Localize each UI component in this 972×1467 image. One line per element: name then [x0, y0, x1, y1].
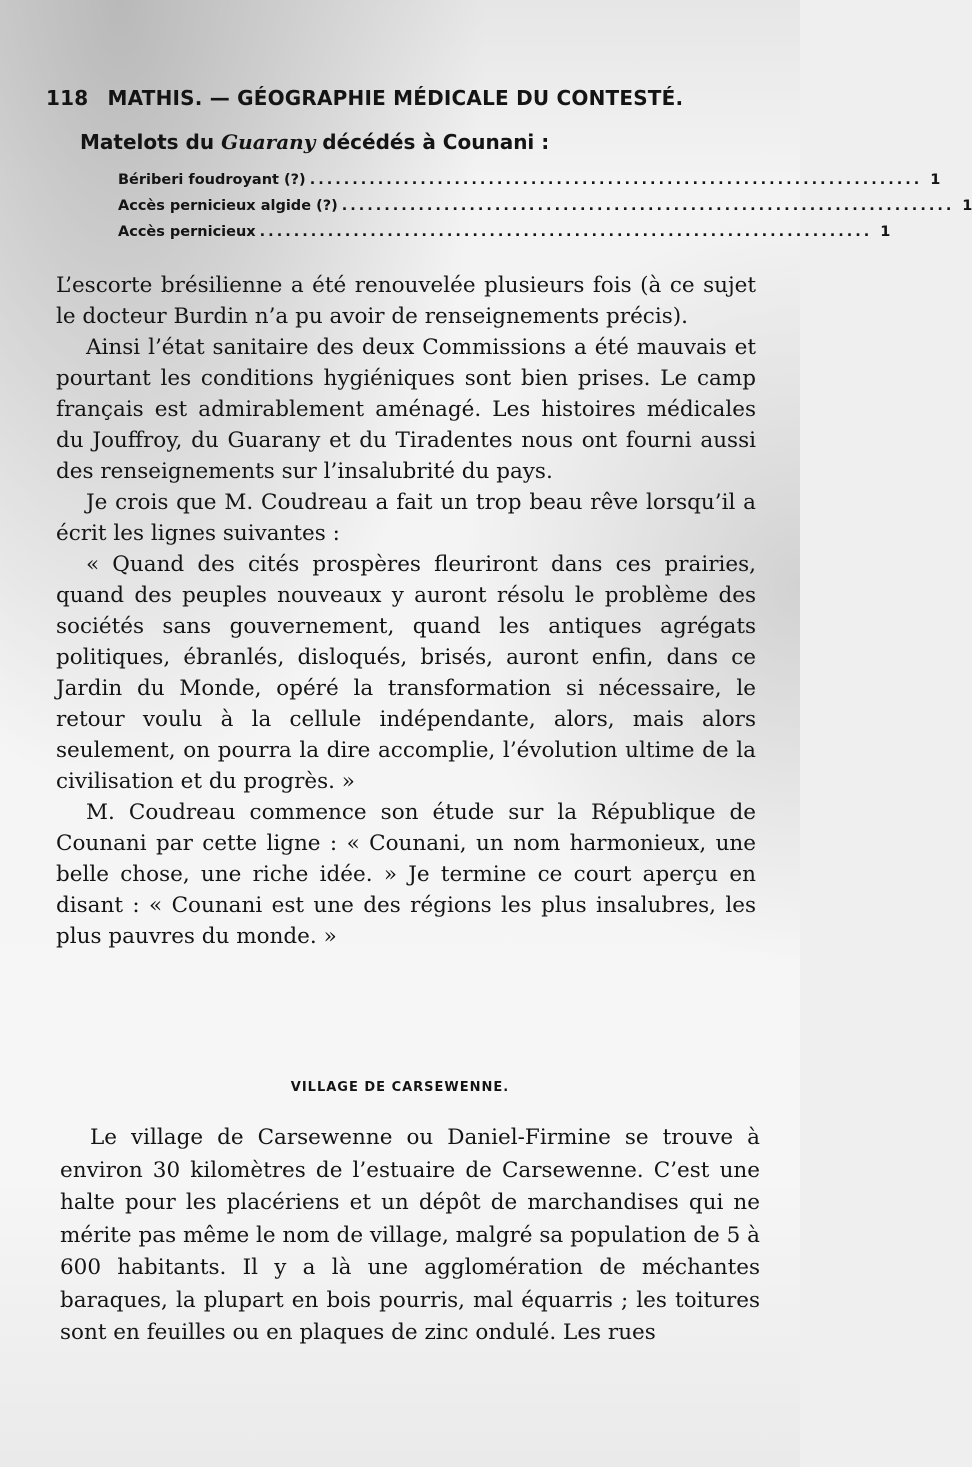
death-count: 1 [962, 198, 972, 214]
paragraph: Le village de Carsewenne ou Daniel-Firmine se trouve à environ 30 kilomètres de l’estuaire de Carsewenne. C’est une halte pour les placériens et un dépôt de marchandises qui ne mérite pas même le nom de village, malgré sa population de 5 à 600 habitants. Il y a là une agglomération de méchantes baraques, la plupart en bois pourris, mal équarris ; les toitures sont en feuilles ou en plaques de zinc ondulé. Les rues [60, 1125, 760, 1345]
deaths-title-after: décédés à Counani : [315, 130, 550, 154]
paragraph: M. Coudreau commence son étude sur la République de Counani par cette ligne : « Counani, un nom harmonieux, une belle chose, une riche idée. » Je termine ce court aperçu en disant : « Counani est une des régions les plus insalubres, les plus pauvres du monde. » [56, 800, 756, 949]
deaths-table [118, 172, 972, 250]
leader-dots: ........................................................................ [309, 172, 923, 188]
cause-label: Bériberi foudroyant (?) [118, 172, 306, 188]
cause-label: Accès pernicieux algide (?) [118, 198, 338, 214]
page-number: 118 [46, 86, 89, 110]
table-row [118, 224, 891, 250]
running-header [46, 86, 686, 110]
leader-dots: ........................................................................ [259, 224, 873, 240]
death-count: 1 [880, 224, 891, 240]
deaths-list-title [80, 130, 549, 154]
table-row [118, 198, 972, 224]
table-row [118, 172, 941, 198]
death-count: 1 [930, 172, 941, 188]
paragraph: Je crois que M. Coudreau a fait un trop beau rêve lorsqu’il a écrit les lignes suivantes : [56, 490, 756, 546]
deaths-title-before: Matelots du [80, 130, 222, 154]
paragraph: Ainsi l’état sanitaire des deux Commissions a été mauvais et pourtant les conditions hygiéniques sont bien prises. Le camp français est admirablement aménagé. Les histoires médicales du Jouffroy, du Guarany et du Tiradentes nous ont fourni aussi des renseignements sur l’insalubrité du pays. [56, 335, 756, 484]
leader-dots: ........................................................................ [341, 198, 955, 214]
running-title: MATHIS. — GÉOGRAPHIE MÉDICALE DU CONTESTÉ. [107, 86, 684, 110]
main-text [56, 270, 756, 952]
quote-paragraph: « Quand des cités prospères fleuriront dans ces prairies, quand des peuples nouveaux y auront résolu le problème des sociétés sans gouvernement, quand les antiques agrégats politiques, ébranlés, disloqués, brisés, auront enfin, dans ce Jardin du Monde, opéré la transformation si nécessaire, le retour voulu à la cellule indépendante, alors, mais alors seulement, on pourra la dire accomplie, l’évolution ultime de la civilisation et du progrès. » [56, 552, 756, 794]
ship-name: Guarany [221, 130, 316, 154]
section-heading: VILLAGE DE CARSEWENNE. [290, 1080, 510, 1095]
cause-label: Accès pernicieux [118, 224, 256, 240]
section-text [60, 1122, 760, 1350]
paragraph: L’escorte brésilienne a été renouvelée plusieurs fois (à ce sujet le docteur Burdin n’a pu avoir de renseignements précis). [56, 273, 756, 329]
